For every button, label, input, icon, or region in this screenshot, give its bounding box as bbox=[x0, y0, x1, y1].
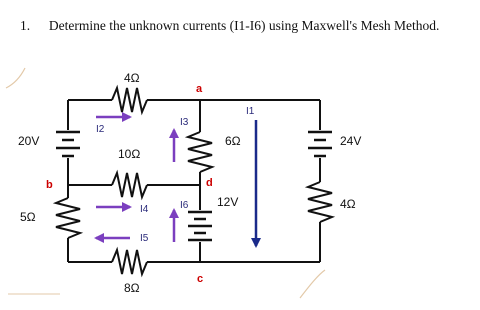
label-r-right: 4Ω bbox=[340, 197, 356, 211]
resistor-mid bbox=[112, 173, 147, 197]
resistor-bottom bbox=[112, 250, 147, 274]
node-b: b bbox=[46, 179, 53, 191]
label-v-left: 20V bbox=[18, 134, 40, 148]
label-i5: I5 bbox=[140, 233, 149, 244]
node-d: d bbox=[206, 177, 213, 189]
label-i4: I4 bbox=[140, 204, 149, 215]
corner-mark-top-left bbox=[6, 68, 25, 88]
question-body: Determine the unknown currents (I1-I6) using Maxwell's Mesh Method. bbox=[48, 18, 440, 33]
label-r-bottom: 8Ω bbox=[124, 281, 140, 295]
label-i3: I3 bbox=[180, 117, 189, 128]
resistor-left bbox=[56, 198, 80, 238]
label-v-right: 24V bbox=[340, 134, 362, 148]
question-number: 1. bbox=[20, 18, 31, 33]
label-i2: I2 bbox=[96, 124, 105, 135]
resistor-right bbox=[308, 182, 332, 222]
label-i1: I1 bbox=[246, 106, 255, 117]
label-r-left: 5Ω bbox=[20, 210, 36, 224]
label-v-center: 12V bbox=[217, 195, 239, 209]
label-r-top: 4Ω bbox=[124, 71, 140, 85]
resistor-top bbox=[112, 88, 147, 112]
label-i6: I6 bbox=[180, 200, 189, 211]
corner-mark-bottom-right bbox=[300, 270, 325, 298]
label-r-mid: 10Ω bbox=[118, 147, 141, 161]
label-r-ab: 6Ω bbox=[225, 134, 241, 148]
node-c: c bbox=[197, 273, 204, 285]
node-a: a bbox=[196, 83, 203, 95]
resistor-6 bbox=[188, 132, 212, 172]
